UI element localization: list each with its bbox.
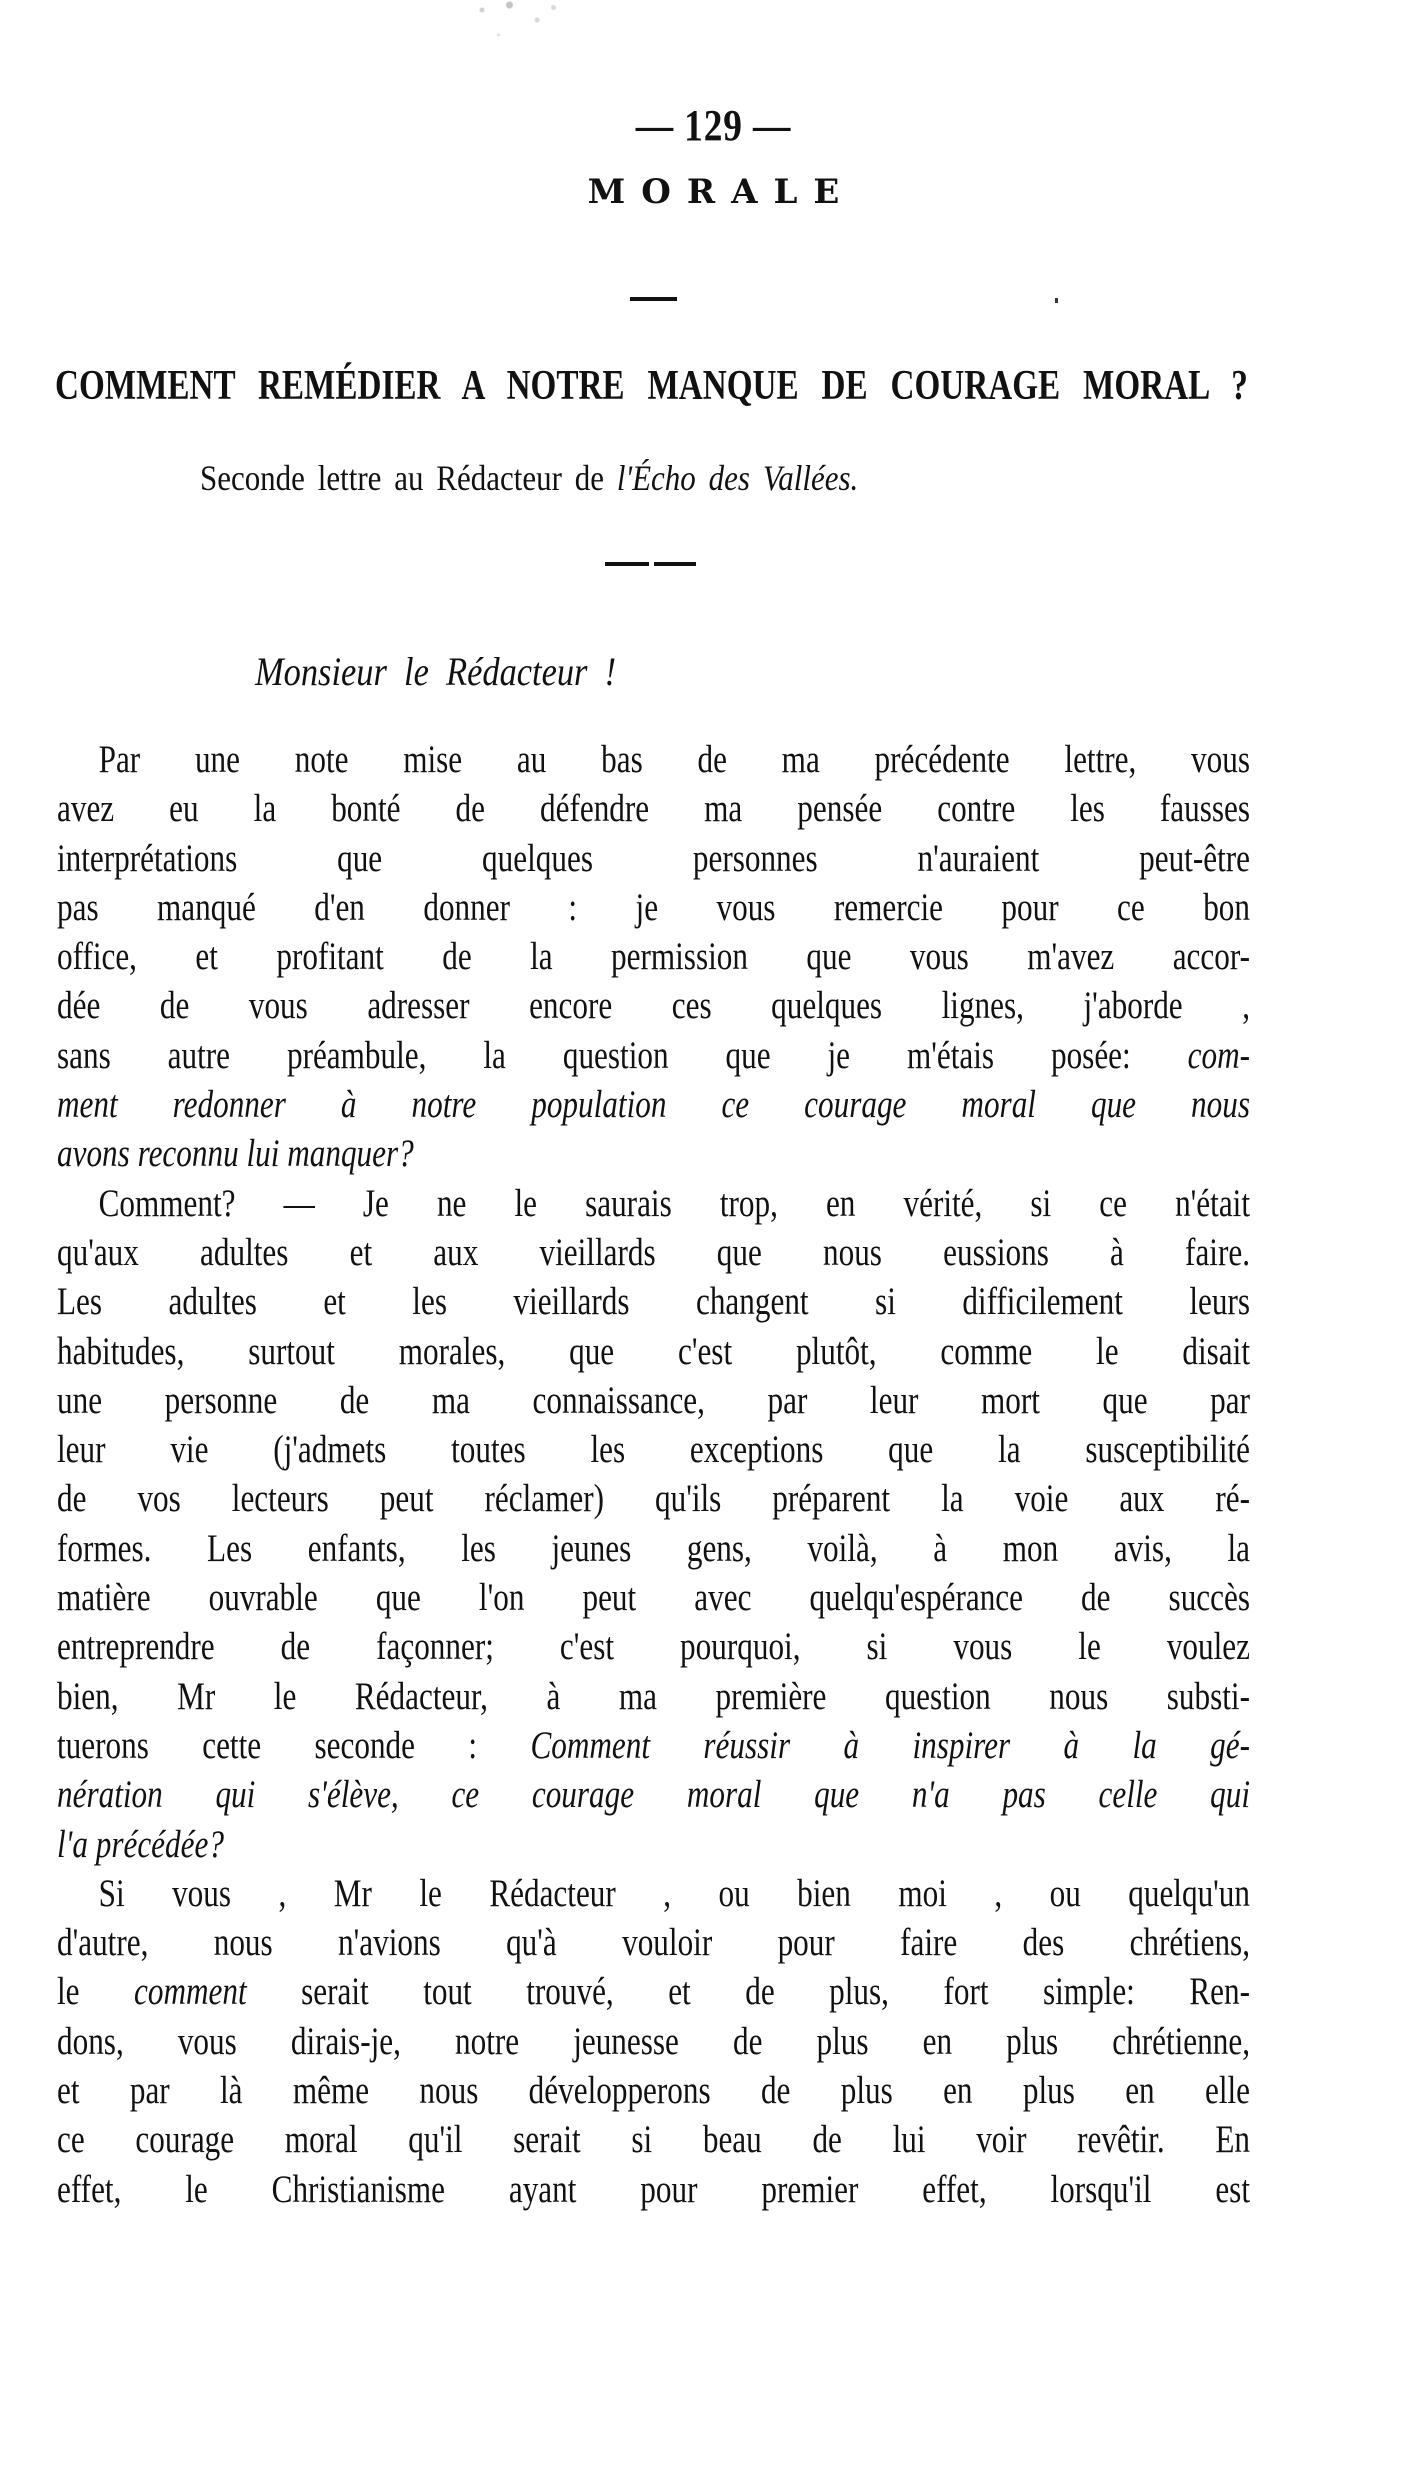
text-line — [57, 1474, 1250, 1523]
text-line — [57, 1869, 1250, 1918]
text-run: entreprendre de façonner; c'est pourquoi, si vous le voulez — [57, 1625, 1250, 1669]
text-line — [57, 2017, 1250, 2066]
separator-rule-left — [605, 562, 649, 566]
italic-text: l'a précédée? — [57, 1822, 224, 1866]
text-line — [57, 1573, 1250, 1622]
text-run: Les adultes et les vieillards changent si difficilement leurs — [57, 1280, 1250, 1324]
article-subtitle — [200, 457, 858, 499]
text-line-content — [57, 1967, 1250, 2016]
text-line — [57, 1327, 1250, 1376]
text-line-content — [57, 1770, 1250, 1819]
separator-rule — [630, 297, 677, 301]
text-line — [57, 1622, 1250, 1671]
text-run: serait tout trouvé, et de plus, fort simple: Ren- — [246, 1970, 1250, 2014]
text-line — [57, 1277, 1250, 1326]
italic-text: ment redonner à notre population ce courage moral que nous — [57, 1083, 1250, 1127]
text-line-content — [57, 2165, 1250, 2214]
text-line-content — [57, 981, 1250, 1030]
text-line — [57, 2115, 1250, 2164]
text-line — [57, 2066, 1250, 2115]
text-line-content — [57, 1474, 1250, 1523]
text-run: bien, Mr le Rédacteur, à ma première question nous substi- — [57, 1674, 1250, 1718]
text-run: dée de vous adresser encore ces quelques lignes, j'aborde , — [57, 984, 1250, 1028]
text-line — [57, 2165, 1250, 2214]
text-line-content — [57, 1425, 1250, 1474]
text-run: d'autre, nous n'avions qu'à vouloir pour faire des chrétiens, — [57, 1921, 1250, 1965]
text-line-content — [57, 883, 1250, 932]
text-line — [57, 1918, 1250, 1967]
text-run: pas manqué d'en donner : je vous remercie pour ce bon — [57, 885, 1250, 929]
text-line-content — [57, 834, 1250, 883]
text-line — [57, 1672, 1250, 1721]
text-run: interprétations que quelques personnes n'auraient peut-être — [57, 836, 1250, 880]
text-line-content — [57, 2017, 1250, 2066]
text-line-content — [57, 1080, 1250, 1129]
paper-speckles — [460, 0, 570, 50]
text-line — [57, 1425, 1250, 1474]
text-line-content — [57, 1524, 1250, 1573]
text-line — [57, 834, 1250, 883]
text-line — [57, 735, 1250, 784]
text-run: habitudes, surtout morales, que c'est plutôt, comme le disait — [57, 1329, 1250, 1373]
text-line-content — [57, 1031, 1250, 1080]
italic-text: Comment réussir à inspirer à la gé- — [530, 1723, 1250, 1767]
text-run: avez eu la bonté de défendre ma pensée contre les fausses — [57, 787, 1250, 831]
text-run: sans autre préambule, la question que je m'étais posée: — [57, 1033, 1188, 1077]
salutation: Monsieur le Rédacteur ! — [255, 649, 617, 694]
text-line-content — [57, 1869, 1250, 1918]
text-run: leur vie (j'admets toutes les exceptions que la susceptibilité — [57, 1428, 1250, 1472]
text-line-content — [57, 735, 1250, 784]
text-line-content — [57, 2066, 1250, 2115]
text-line-content — [57, 1820, 224, 1869]
text-line — [57, 1721, 1250, 1770]
text-line — [57, 1770, 1250, 1819]
text-line — [57, 784, 1250, 833]
page-number: — 129 — — [635, 101, 792, 150]
text-run: Comment? — Je ne le saurais trop, en vérité, si ce n'était — [98, 1181, 1251, 1225]
text-line — [57, 1031, 1250, 1080]
text-run: de vos lecteurs peut réclamer) qu'ils préparent la voie aux ré- — [57, 1477, 1250, 1521]
text-line — [57, 1376, 1250, 1425]
text-run: formes. Les enfants, les jeunes gens, voilà, à mon avis, la — [57, 1526, 1250, 1570]
text-line — [57, 883, 1250, 932]
text-line-content — [57, 1918, 1250, 1967]
text-line-content — [57, 1179, 1250, 1228]
text-run: matière ouvrable que l'on peut avec quelqu'espérance de succès — [57, 1576, 1250, 1620]
section-title: MORALE — [587, 172, 856, 212]
subtitle-prefix: Seconde lettre au Rédacteur de — [200, 458, 617, 498]
article-heading: COMMENT REMÉDIER A NOTRE MANQUE DE COURAGE MORAL ? — [55, 363, 1248, 409]
text-run: une personne de ma connaissance, par leur mort que par — [57, 1378, 1250, 1422]
text-line-content — [57, 1129, 414, 1178]
text-run: qu'aux adultes et aux vieillards que nous eussions à faire. — [57, 1230, 1250, 1274]
text-line-content — [57, 1573, 1250, 1622]
text-run: et par là même nous développerons de plus en plus en elle — [57, 2069, 1250, 2113]
text-line-content — [57, 1277, 1250, 1326]
text-line — [57, 1179, 1250, 1228]
text-line — [57, 1524, 1250, 1573]
text-line-content — [57, 1228, 1250, 1277]
italic-text: com- — [1187, 1033, 1250, 1077]
text-line — [57, 1080, 1250, 1129]
text-line-content — [57, 1622, 1250, 1671]
separator-rule-right — [654, 562, 696, 566]
text-line — [57, 1129, 1250, 1178]
text-line-content — [57, 932, 1250, 981]
italic-text: nération qui s'élève, ce courage moral que n'a pas celle qui — [57, 1773, 1250, 1817]
text-line-content — [57, 1327, 1250, 1376]
text-run: effet, le Christianisme ayant pour premier effet, lorsqu'il est — [57, 2167, 1250, 2211]
text-run: ce courage moral qu'il serait si beau de lui voir revêtir. En — [57, 2118, 1250, 2162]
publication-name: l'Écho des Vallées. — [616, 458, 859, 498]
text-run: Par une note mise au bas de ma précédente lettre, vous — [98, 738, 1251, 781]
text-line — [57, 932, 1250, 981]
letter-body — [57, 735, 1250, 2214]
text-line — [57, 981, 1250, 1030]
text-run: Si vous , Mr le Rédacteur , ou bien moi , ou quelqu'un — [98, 1871, 1251, 1915]
text-run: dons, vous dirais-je, notre jeunesse de plus en plus chrétienne, — [57, 2019, 1250, 2063]
text-line-content — [57, 1721, 1250, 1770]
text-run: tuerons cette seconde : — [57, 1723, 531, 1767]
text-run: office, et profitant de la permission que vous m'avez accor- — [57, 935, 1250, 979]
italic-text: comment — [134, 1970, 247, 2014]
text-line — [57, 1967, 1250, 2016]
text-line-content — [57, 2115, 1250, 2164]
text-line-content — [57, 784, 1250, 833]
text-line-content — [57, 1376, 1250, 1425]
text-line — [57, 1228, 1250, 1277]
text-line-content — [57, 1672, 1250, 1721]
text-line — [57, 1820, 1250, 1869]
text-run: le — [57, 1970, 135, 2014]
ink-dot — [1055, 298, 1058, 303]
italic-text: avons reconnu lui manquer? — [57, 1132, 414, 1176]
